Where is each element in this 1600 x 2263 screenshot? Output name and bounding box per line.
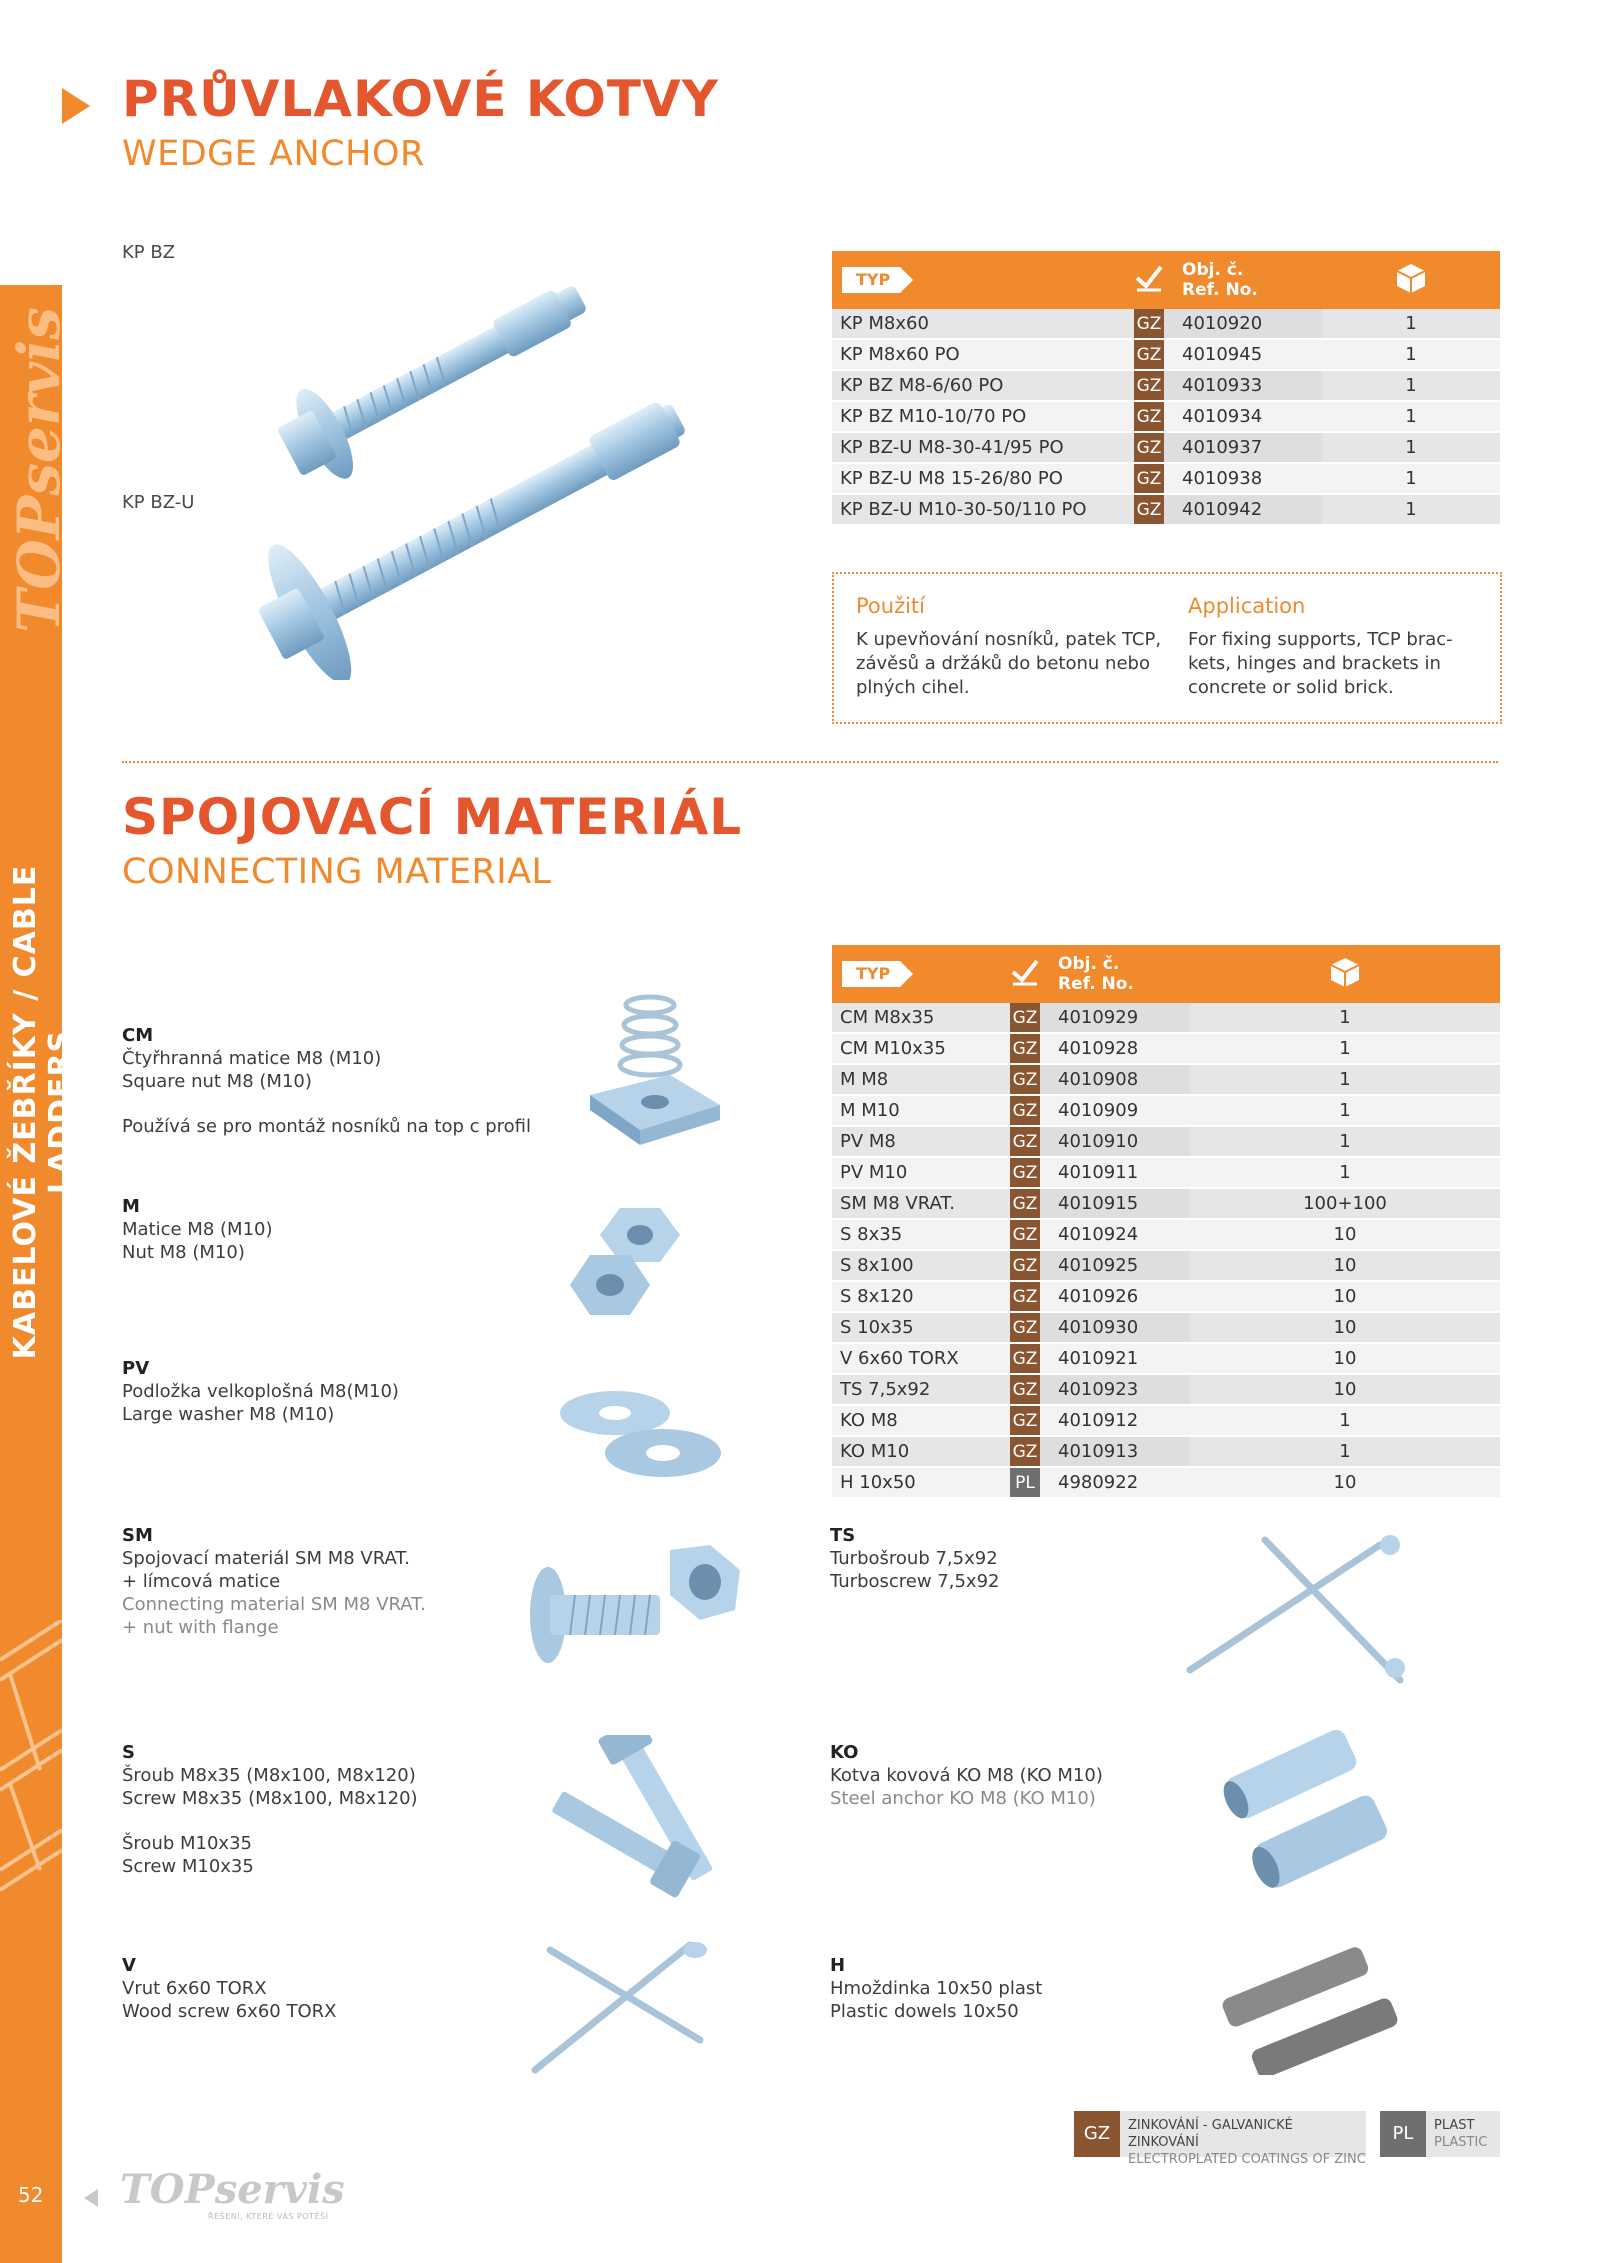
row-finish: GZ <box>1010 1095 1040 1126</box>
table-row <box>832 339 1500 370</box>
product-text: Kotva kovová KO M8 (KO M10) <box>830 1765 1103 1786</box>
package-box-icon <box>1328 955 1362 989</box>
row-finish: GZ <box>1010 1405 1040 1436</box>
row-finish: GZ <box>1010 1033 1040 1064</box>
application-box <box>832 572 1502 724</box>
product-label-kp-bz-u: KP BZ-U <box>122 492 195 513</box>
carriage-bolt-image <box>520 1540 750 1680</box>
row-type: S 8x35 <box>832 1219 1010 1250</box>
product-label-kp-bz: KP BZ <box>122 242 176 263</box>
row-quantity: 1 <box>1190 1033 1500 1064</box>
table-row <box>832 463 1500 494</box>
application-text-cz: závěsů a držáků do betonu nebo <box>856 653 1150 674</box>
product-code: V <box>122 1955 136 1976</box>
product-text: Používá se pro montáž nosníků na top c profil <box>122 1116 532 1137</box>
row-type: V 6x60 TORX <box>832 1343 1010 1374</box>
table-row <box>832 1188 1500 1219</box>
row-ref-no: 4010924 <box>1040 1219 1190 1250</box>
row-type: S 10x35 <box>832 1312 1010 1343</box>
heading-arrow-icon <box>62 88 90 124</box>
section1-subtitle: WEDGE ANCHOR <box>122 134 425 174</box>
row-type: KP BZ M10-10/70 PO <box>832 401 1134 432</box>
product-v-description <box>122 1954 336 2023</box>
row-quantity: 1 <box>1322 401 1500 432</box>
row-ref-no: 4010934 <box>1164 401 1322 432</box>
section2-title: SPOJOVACÍ MATERIÁL <box>122 788 743 846</box>
wedge-anchor-table <box>832 251 1500 526</box>
row-ref-no: 4980922 <box>1040 1467 1190 1498</box>
product-text: Wood screw 6x60 TORX <box>122 2001 337 2022</box>
row-ref-no: 4010937 <box>1164 432 1322 463</box>
product-text: Turboscrew 7,5x92 <box>830 1571 1000 1592</box>
section2-subtitle: CONNECTING MATERIAL <box>122 852 552 892</box>
row-finish: GZ <box>1134 339 1164 370</box>
row-type: KP BZ M8-6/60 PO <box>832 370 1134 401</box>
cable-ladder-icon <box>0 1620 62 1920</box>
steel-anchor-image <box>1205 1730 1405 1890</box>
table-row <box>832 1157 1500 1188</box>
row-type: PV M10 <box>832 1157 1010 1188</box>
product-sm-description <box>122 1524 426 1639</box>
row-finish: GZ <box>1134 432 1164 463</box>
row-quantity: 10 <box>1190 1219 1500 1250</box>
row-quantity: 1 <box>1322 463 1500 494</box>
product-text: Square nut M8 (M10) <box>122 1071 312 1092</box>
product-cm-description <box>122 1024 531 1138</box>
footer-logo: TOPservis <box>120 2166 345 2213</box>
table-row <box>832 1095 1500 1126</box>
row-finish: GZ <box>1010 1188 1040 1219</box>
row-ref-no: 4010911 <box>1040 1157 1190 1188</box>
hex-nut-image <box>560 1200 710 1340</box>
row-finish: GZ <box>1134 463 1164 494</box>
row-ref-no: 4010910 <box>1040 1126 1190 1157</box>
row-quantity: 10 <box>1190 1467 1500 1498</box>
application-text-en: For fixing supports, TCP brac- <box>1188 629 1453 650</box>
row-ref-no: 4010929 <box>1040 1003 1190 1033</box>
wedge-anchor-image <box>230 250 750 680</box>
table-row <box>832 1281 1500 1312</box>
row-finish: GZ <box>1134 401 1164 432</box>
row-ref-no: 4010928 <box>1040 1033 1190 1064</box>
application-title-en: Application <box>1188 594 1306 618</box>
row-ref-no: 4010942 <box>1164 494 1322 525</box>
row-finish: GZ <box>1010 1250 1040 1281</box>
row-quantity: 1 <box>1190 1405 1500 1436</box>
section-divider <box>122 761 1498 763</box>
row-quantity: 1 <box>1190 1095 1500 1126</box>
table-row <box>832 1343 1500 1374</box>
product-text: Turbošroub 7,5x92 <box>830 1548 998 1569</box>
table-row <box>832 432 1500 463</box>
product-text: Screw M10x35 <box>122 1856 254 1877</box>
row-quantity: 10 <box>1190 1343 1500 1374</box>
row-quantity: 1 <box>1322 432 1500 463</box>
hex-screw-image <box>540 1735 720 1915</box>
row-quantity: 1 <box>1322 309 1500 339</box>
product-text: Hmoždinka 10x50 plast <box>830 1978 1043 1999</box>
row-quantity: 1 <box>1190 1126 1500 1157</box>
turbo-screw-image <box>1180 1530 1410 1690</box>
row-type: PV M8 <box>832 1126 1010 1157</box>
finish-legend <box>1074 2111 1500 2167</box>
large-washer-image <box>555 1375 725 1495</box>
row-quantity: 1 <box>1322 370 1500 401</box>
side-band-curve <box>0 205 62 285</box>
row-ref-no: 4010909 <box>1040 1095 1190 1126</box>
finish-check-icon <box>1010 957 1040 987</box>
product-text: Plastic dowels 10x50 <box>830 2001 1019 2022</box>
row-ref-no: 4010938 <box>1164 463 1322 494</box>
row-quantity: 1 <box>1190 1003 1500 1033</box>
table-row <box>832 401 1500 432</box>
product-code: TS <box>830 1525 856 1546</box>
table-row <box>832 1436 1500 1467</box>
row-ref-no: 4010925 <box>1040 1250 1190 1281</box>
table-row <box>832 1374 1500 1405</box>
table-row <box>832 309 1500 339</box>
product-text: Large washer M8 (M10) <box>122 1404 335 1425</box>
legend-gz-en: ELECTROPLATED COATINGS OF ZINC <box>1128 2152 1366 2167</box>
row-finish: GZ <box>1010 1343 1040 1374</box>
product-text: + límcová matice <box>122 1571 281 1592</box>
product-text: Podložka velkoplošná M8(M10) <box>122 1381 399 1402</box>
product-text: Steel anchor KO M8 (KO M10) <box>830 1788 1096 1809</box>
product-ko-description <box>830 1741 1103 1810</box>
row-quantity: 1 <box>1190 1436 1500 1467</box>
row-quantity: 1 <box>1190 1064 1500 1095</box>
product-code: CM <box>122 1025 154 1046</box>
application-text-cz: K upevňování nosníků, patek TCP, <box>856 629 1162 650</box>
row-ref-no: 4010945 <box>1164 339 1322 370</box>
row-ref-no: 4010915 <box>1040 1188 1190 1219</box>
legend-pl-en: PLASTIC <box>1434 2135 1488 2150</box>
table-row <box>832 1033 1500 1064</box>
table-row <box>832 1003 1500 1033</box>
row-type: CM M8x35 <box>832 1003 1010 1033</box>
row-quantity: 1 <box>1190 1157 1500 1188</box>
typ-header: TYP <box>842 961 900 987</box>
row-finish: GZ <box>1010 1126 1040 1157</box>
product-code: H <box>830 1955 846 1976</box>
product-text: Spojovací materiál SM M8 VRAT. <box>122 1548 410 1569</box>
product-text: Screw M8x35 (M8x100, M8x120) <box>122 1788 418 1809</box>
row-type: KP M8x60 <box>832 309 1134 339</box>
table-row <box>832 1219 1500 1250</box>
table-row <box>832 494 1500 525</box>
row-ref-no: 4010930 <box>1040 1312 1190 1343</box>
product-text: Connecting material SM M8 VRAT. <box>122 1594 426 1615</box>
product-text: Šroub M10x35 <box>122 1833 252 1854</box>
row-type: S 8x100 <box>832 1250 1010 1281</box>
row-ref-no: 4010921 <box>1040 1343 1190 1374</box>
product-code: KO <box>830 1742 859 1763</box>
legend-gz-cz: ZINKOVÁNÍ - GALVANICKÉ ZINKOVÁNÍ <box>1128 2118 1293 2150</box>
table-row <box>832 1312 1500 1343</box>
row-type: KO M10 <box>832 1436 1010 1467</box>
table-row <box>832 1405 1500 1436</box>
table-row <box>832 1467 1500 1498</box>
product-pv-description <box>122 1357 399 1426</box>
row-quantity: 10 <box>1190 1250 1500 1281</box>
row-quantity: 10 <box>1190 1281 1500 1312</box>
row-ref-no: 4010908 <box>1040 1064 1190 1095</box>
product-text: Matice M8 (M10) <box>122 1219 273 1240</box>
row-ref-no: 4010920 <box>1164 309 1322 339</box>
row-quantity: 1 <box>1322 339 1500 370</box>
row-type: TS 7,5x92 <box>832 1374 1010 1405</box>
row-ref-no: 4010912 <box>1040 1405 1190 1436</box>
row-quantity: 10 <box>1190 1312 1500 1343</box>
page-number: 52 <box>18 2183 44 2207</box>
product-m-description <box>122 1195 273 1264</box>
row-finish: GZ <box>1010 1312 1040 1343</box>
product-text: Šroub M8x35 (M8x100, M8x120) <box>122 1765 416 1786</box>
row-type: CM M10x35 <box>832 1033 1010 1064</box>
row-finish: GZ <box>1010 1003 1040 1033</box>
product-code: SM <box>122 1525 153 1546</box>
side-logo: TOPservis <box>5 307 73 633</box>
row-type: KO M8 <box>832 1405 1010 1436</box>
row-quantity: 10 <box>1190 1374 1500 1405</box>
product-ts-description <box>830 1524 1000 1593</box>
product-code: M <box>122 1196 140 1217</box>
row-finish: GZ <box>1134 494 1164 525</box>
ref-header-cz: Obj. č. <box>1182 260 1244 280</box>
application-text-cz: plných cihel. <box>856 677 970 698</box>
row-quantity: 100+100 <box>1190 1188 1500 1219</box>
product-code: PV <box>122 1358 150 1379</box>
row-type: S 8x120 <box>832 1281 1010 1312</box>
ref-header-cz: Obj. č. <box>1058 954 1120 974</box>
package-box-icon <box>1394 261 1428 295</box>
product-code: S <box>122 1742 135 1763</box>
application-text-en: kets, hinges and brackets in <box>1188 653 1441 674</box>
row-finish: GZ <box>1134 370 1164 401</box>
row-finish: GZ <box>1134 309 1164 339</box>
row-finish: PL <box>1010 1467 1040 1498</box>
footer-arrow-icon <box>84 2189 98 2207</box>
square-nut-image <box>580 985 730 1155</box>
row-finish: GZ <box>1010 1436 1040 1467</box>
wood-screw-image <box>520 1930 720 2080</box>
product-h-description <box>830 1954 1042 2023</box>
finish-check-icon <box>1134 263 1164 293</box>
product-s-description <box>122 1741 418 1878</box>
ref-header-en: Ref. No. <box>1058 974 1134 994</box>
row-type: KP BZ-U M8-30-41/95 PO <box>832 432 1134 463</box>
legend-pl-code: PL <box>1380 2111 1426 2157</box>
row-finish: GZ <box>1010 1374 1040 1405</box>
application-text-en: concrete or solid brick. <box>1188 677 1394 698</box>
row-type: SM M8 VRAT. <box>832 1188 1010 1219</box>
row-finish: GZ <box>1010 1157 1040 1188</box>
legend-pl-cz: PLAST <box>1434 2118 1475 2133</box>
table-row <box>832 370 1500 401</box>
row-finish: GZ <box>1010 1064 1040 1095</box>
product-text: + nut with flange <box>122 1617 279 1638</box>
legend-gz-code: GZ <box>1074 2111 1120 2157</box>
table-row <box>832 1250 1500 1281</box>
side-section-title: KABELOVÉ ŽEBŘÍKY / CABLE LADDERS <box>8 864 78 1360</box>
row-finish: GZ <box>1010 1219 1040 1250</box>
connecting-material-table <box>832 945 1500 1499</box>
row-type: M M8 <box>832 1064 1010 1095</box>
row-type: M M10 <box>832 1095 1010 1126</box>
table-row <box>832 1126 1500 1157</box>
application-title-cz: Použití <box>856 594 925 618</box>
row-type: KP BZ-U M8 15-26/80 PO <box>832 463 1134 494</box>
footer-slogan: ŘEŠENÍ, KTERÉ VÁS POTĚŠÍ <box>208 2212 329 2221</box>
section1-title: PRŮVLAKOVÉ KOTVY <box>122 70 719 128</box>
side-band-top <box>0 0 62 205</box>
product-text: Čtyřhranná matice M8 (M10) <box>122 1048 382 1069</box>
product-text: Nut M8 (M10) <box>122 1242 245 1263</box>
row-type: KP M8x60 PO <box>832 339 1134 370</box>
row-ref-no: 4010923 <box>1040 1374 1190 1405</box>
plastic-dowel-image <box>1210 1945 1410 2075</box>
row-ref-no: 4010933 <box>1164 370 1322 401</box>
row-type: KP BZ-U M10-30-50/110 PO <box>832 494 1134 525</box>
row-ref-no: 4010913 <box>1040 1436 1190 1467</box>
row-finish: GZ <box>1010 1281 1040 1312</box>
table-row <box>832 1064 1500 1095</box>
row-quantity: 1 <box>1322 494 1500 525</box>
ref-header-en: Ref. No. <box>1182 280 1258 300</box>
product-text: Vrut 6x60 TORX <box>122 1978 267 1999</box>
typ-header: TYP <box>842 267 900 293</box>
row-type: H 10x50 <box>832 1467 1010 1498</box>
row-ref-no: 4010926 <box>1040 1281 1190 1312</box>
